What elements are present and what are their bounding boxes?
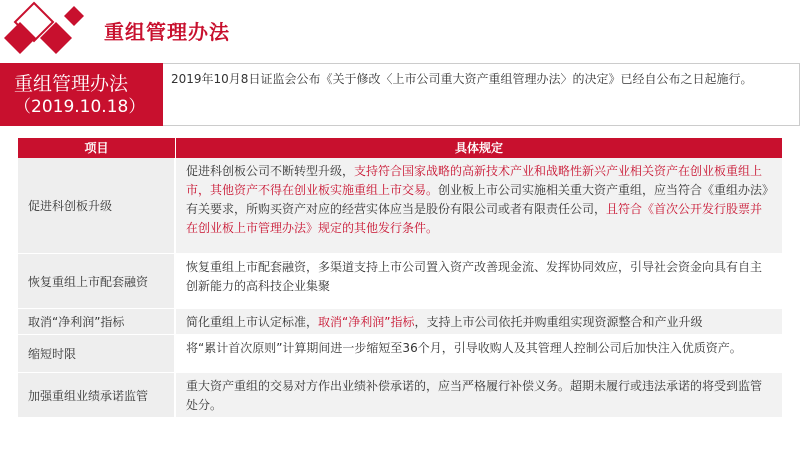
row-rule-text (176, 335, 782, 372)
summary-label (0, 63, 163, 126)
row-item-label: 恢复重组上市配套融资 (18, 254, 176, 308)
table-row (18, 373, 782, 418)
table-row (18, 335, 782, 373)
row-rule-text (176, 309, 782, 334)
row-rule-text (176, 373, 782, 417)
highlight-text: 取消“净利润”指标 (318, 315, 415, 329)
rule-text: 创业板上市公司实施相关重大资产重组，应当符合《重组办法》有关要求，所购买资产对应的经营实体应当是股份有限公司或者有限责任公司， (186, 183, 769, 216)
summary-label-date: （2019.10.18） (14, 96, 146, 117)
row-item-label: 缩短时限 (18, 335, 176, 372)
table-row (18, 254, 782, 309)
row-item-label: 促进科创板升级 (18, 158, 176, 253)
table-body (18, 158, 782, 418)
rule-text: 重大资产重组的交易对方作出业绩补偿承诺的，应当严格履行补偿义务。超期未履行或违法承诺的将受到监管处分。 (186, 379, 763, 412)
table-row (18, 158, 782, 254)
table-header (18, 138, 782, 158)
highlight-text: 且符合《首次公开发行股票并在创业板上市管理办法》规定的其他发行条件。 (186, 202, 763, 235)
summary-label-title: 重组管理办法 (14, 72, 129, 95)
header-item: 项目 (18, 138, 176, 158)
row-rule-text (176, 254, 782, 308)
header-rule: 具体规定 (454, 141, 503, 155)
table-row (18, 309, 782, 335)
row-rule-text (176, 158, 782, 253)
regulation-table (18, 138, 782, 418)
rule-text: 促进科创板公司不断转型升级， (186, 164, 355, 178)
row-item-label: 取消“净利润”指标 (18, 309, 176, 334)
rule-text: 恢复重组上市配套融资，多渠道支持上市公司置入资产改善现金流、发挥协同效应，引导社会资金向具有自主创新能力的高科技企业集聚 (186, 260, 763, 293)
rule-text: ，支持上市公司依托并购重组实现资源整合和产业升级 (414, 315, 703, 329)
rule-text: 将“累计首次原则”计算期间进一步缩短至36个月，引导收购人及其管理人控制公司后加快注入优质资产。 (186, 341, 742, 355)
summary-section (0, 63, 800, 126)
page-title: 重组管理办法 (104, 20, 230, 44)
row-item-label: 加强重组业绩承诺监管 (18, 373, 176, 417)
summary-text: 2019年10月8日证监会公布《关于修改〈上市公司重大资产重组管理办法〉的决定》已经自公布之日起施行。 (163, 63, 800, 126)
rule-text: 简化重组上市认定标准， (186, 315, 319, 329)
red-diamonds-logo-icon (0, 0, 90, 60)
highlight-text: 支持符合国家战略的高新技术产业和战略性新兴产业相关资产在创业板重组上市，其他资产不得在创业板实施重组上市交易。 (186, 164, 763, 197)
